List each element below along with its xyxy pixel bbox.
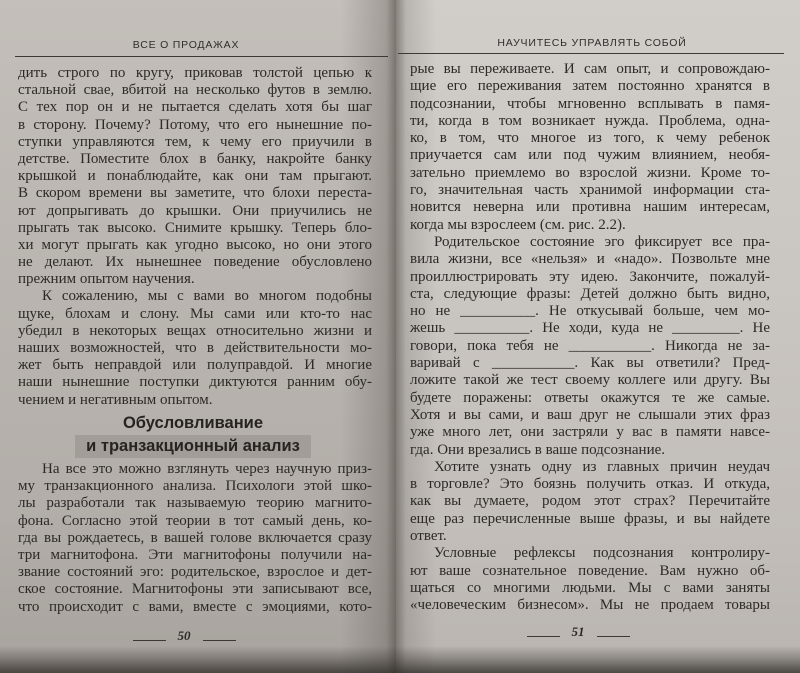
body-text-line: как вы думаете, родом этот страх? Перечитайте xyxy=(410,493,770,510)
body-text-line: ко, в том, что многое из того, к чему ребенок xyxy=(410,130,770,147)
page-number: 50 xyxy=(177,628,191,643)
body-text-line: вила жизни, все «нельзя» и «надо». Позвольте мне xyxy=(410,251,770,268)
body-text-line: щие его переживания затем постоянно хранятся в xyxy=(410,78,770,95)
body-text-line: но не __________. Не откусывай больше, чем мо- xyxy=(410,303,770,320)
footer-rule xyxy=(527,636,560,637)
body-text-line: еще раз перечисленные выше фразы, и вы найдете xyxy=(410,510,770,527)
body-text-line: три магнитофона. Эти магнитофоны получили на- xyxy=(18,546,372,563)
running-head: НАУЧИТЕСЬ УПРАВЛЯТЬ СОБОЙ xyxy=(497,37,687,49)
text-block xyxy=(410,61,770,615)
body-text-line: чением и негативным опытом. xyxy=(18,391,213,408)
body-text-line: прыгать так высоко. Снимите крышку. Теперь бло- xyxy=(18,219,372,236)
body-text-line: ют ваше сознательное поведение. Вам нужно об- xyxy=(410,562,770,579)
footer-rule xyxy=(597,636,630,637)
body-text-line: дить строго по кругу, приковав толстой цепью к xyxy=(18,65,372,81)
footer-rule xyxy=(203,640,236,641)
body-text-line: в сторону. Почему? Потому, что его нынешние по- xyxy=(18,116,372,133)
left-page xyxy=(0,0,396,673)
body-text-line: жет быть неправдой или полуправдой. И многие xyxy=(18,357,372,374)
body-text-line: зательно приемлемо во взрослой жизни. Кроме то- xyxy=(410,164,770,181)
body-text-line: К сожалению, мы с вами во многом подобны xyxy=(42,288,372,305)
body-text-line: хи могут прыгать как угодно высоко, но они этого xyxy=(18,236,372,253)
body-text-line: рые вы переживаете. И сам опыт, и сопровождаю- xyxy=(410,61,770,77)
body-text-line: новится неверна или противна нашим интересам, xyxy=(410,199,770,216)
header-rule xyxy=(15,56,388,57)
section-heading-highlight: и транзакционный анализ xyxy=(75,435,311,458)
body-text-line: когда мы взрослеем (см. рис. 2.2). xyxy=(410,216,626,233)
body-text-line: «человеческим бизнесом». Мы не продаем товары xyxy=(410,597,770,614)
body-text-line: ложите такой же тест своему коллеге или другу. Вы xyxy=(410,372,770,389)
body-text-line: не делают. Их нынешнее поведение обусловлено xyxy=(18,254,372,271)
body-text-line: прежним опытом научения. xyxy=(18,271,195,288)
running-head: ВСЕ О ПРОДАЖАХ xyxy=(132,39,240,51)
body-text-line: На все это можно взглянуть через научную приз- xyxy=(42,461,372,477)
body-text-line: фона. Согласно этой теории в тот самый день, ко- xyxy=(18,512,372,529)
body-text-line: детстве. Поместите блох в банку, накройте банку xyxy=(18,150,372,167)
body-text-line: будете поражены: ответы окажутся те же самые. xyxy=(410,389,770,406)
body-text-line: щаться со многими людьми. Мы с вами заняты xyxy=(410,579,770,596)
body-text-line: приучается сам или под чужим влиянием, необя- xyxy=(410,147,770,164)
page-footer xyxy=(124,628,244,644)
body-text-line: ста, следующие фразы: Детей должно быть видно, xyxy=(410,285,770,302)
body-text-line: го, значительная часть хранимой информации ста- xyxy=(410,182,770,199)
body-text-line: стальной свае, вбитой на несколько футов в землю. xyxy=(18,82,372,99)
body-text-line: му транзакционного анализа. Психологи этой шко- xyxy=(18,478,372,495)
footer-rule xyxy=(133,640,166,641)
body-text-line: гда вы рождаетесь, в вашей голове включается сразу xyxy=(18,529,372,546)
section-heading xyxy=(18,411,368,458)
body-text-line: жешь __________. Не ходи, куда не _________. Не xyxy=(410,320,770,337)
page-bottom-edge xyxy=(0,646,800,673)
body-text-line: в торговле? Это боязнь получить отказ. И откуда, xyxy=(410,476,770,493)
body-text-line: наших возможностей, что в действительности мо- xyxy=(18,340,372,356)
section-heading-line: Обусловливание xyxy=(122,414,264,432)
body-text-line: что происходит с вами, вместе с эмоциями, кото- xyxy=(18,598,372,615)
body-text-line: ское состояние. Магнитофоны эти записывают все, xyxy=(18,581,372,598)
body-text-line: ют допрыгивать до крышки. Они приучились не xyxy=(18,202,372,219)
body-text-line: наши нынешние поступки диктуются ранним обу- xyxy=(18,374,372,391)
body-text-line: подсознании, чтобы мгновенно всплывать в памя- xyxy=(410,95,770,112)
body-text-line: С тех пор он и не пытается сделать хотя бы шаг xyxy=(18,99,372,116)
body-text-line: щуке, блохам и слону. Мы сами или кто-то нас xyxy=(18,305,372,322)
body-text-line: крышкой и понаблюдайте, как они там прыгают. xyxy=(18,168,372,185)
body-text-line: Хотите узнать одну из главных причин неудач xyxy=(434,458,770,475)
book-gutter xyxy=(386,0,406,673)
page-number: 51 xyxy=(571,624,585,639)
body-text-line: варивай с ___________. Как вы ответили? Пред- xyxy=(410,355,770,372)
body-text-line: убедил в некоторых вещах относительно жизни и xyxy=(18,322,372,339)
body-text-line: звание состояний эго: родительское, взрослое и дет- xyxy=(18,564,372,581)
text-block xyxy=(18,461,372,616)
header-rule xyxy=(398,53,784,54)
text-block xyxy=(18,65,372,409)
body-text-line: лы разработали так называемую теорию магнито- xyxy=(18,495,372,512)
body-text-line: Хотя и вы сами, и ваш друг не слышали этих фраз xyxy=(410,406,770,423)
page-footer xyxy=(518,624,638,640)
body-text-line: В скором времени вы заметите, что блохи переста- xyxy=(18,185,372,202)
body-text-line: Условные рефлексы подсознания контролиру- xyxy=(434,545,770,562)
body-text-line: ступки управляются тем, к чему его приучили в xyxy=(18,133,372,150)
body-text-line: уже много лет, они застряли у вас в памяти навсе- xyxy=(410,424,770,441)
body-text-line: ответ. xyxy=(410,528,447,545)
body-text-line: ти, когда в том возникает нужда. Проблема, одна- xyxy=(410,112,770,129)
body-text-line: гда. Они врезались в ваше подсознание. xyxy=(410,441,666,458)
body-text-line: говори, пока тебя не ___________. Никогда не за- xyxy=(410,337,770,354)
right-page xyxy=(396,0,800,673)
body-text-line: проиллюстрировать эту идею. Закончите, пожалуй- xyxy=(410,268,770,285)
body-text-line: Родительское состояние эго фиксирует все пра- xyxy=(434,233,770,250)
